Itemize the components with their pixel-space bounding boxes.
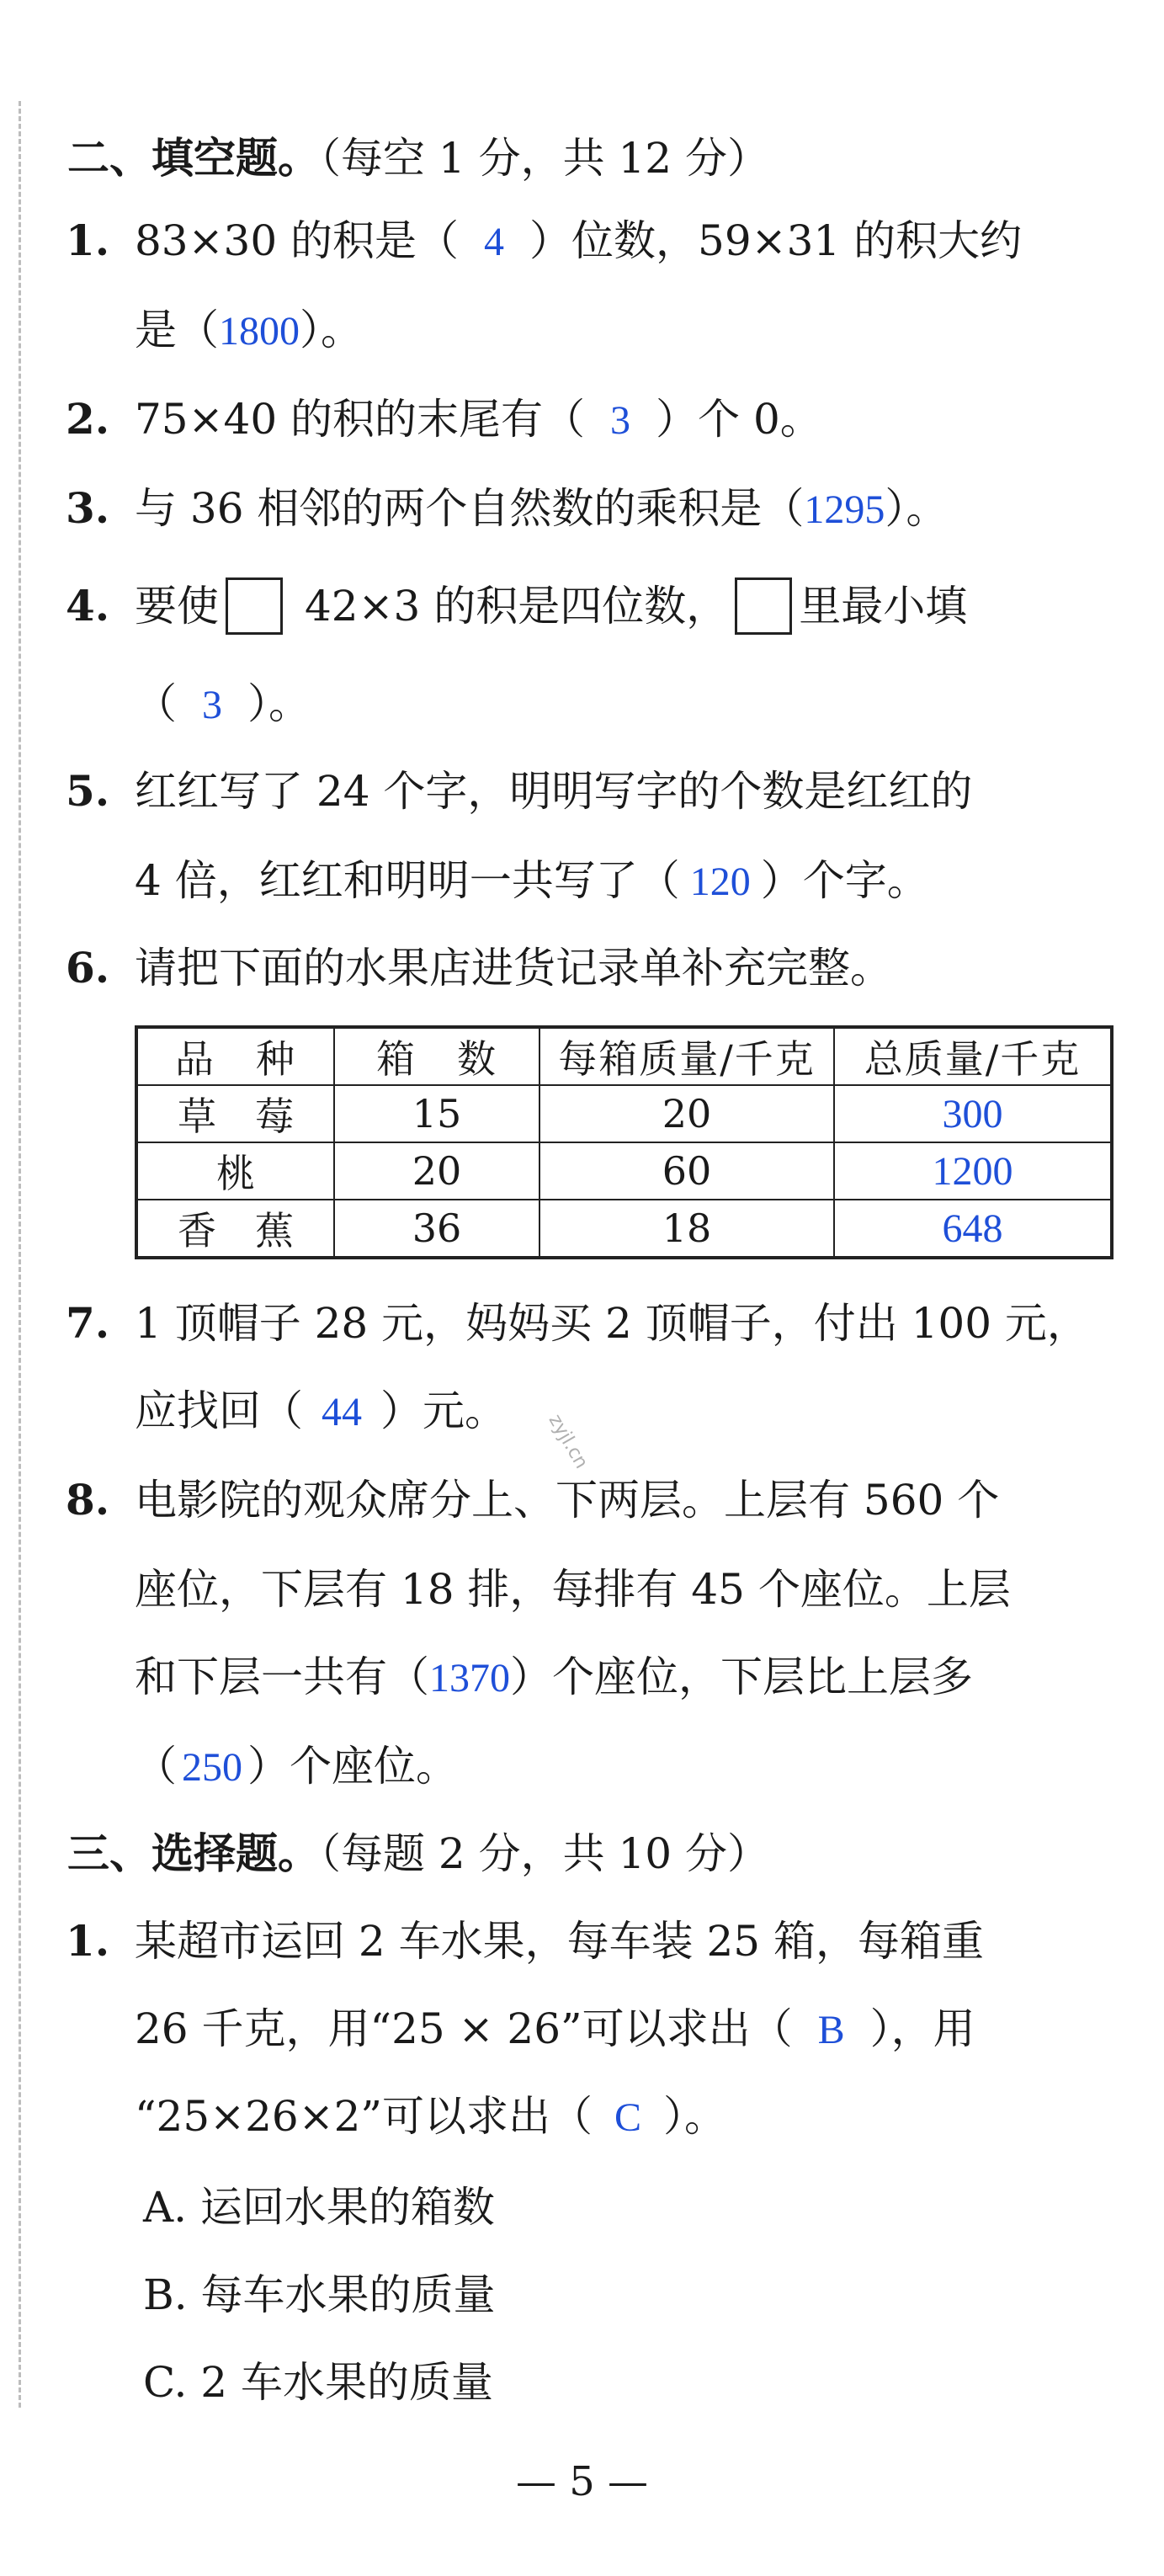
fruit-name: 香 蕉 [136, 1200, 334, 1258]
blank-box [735, 577, 792, 635]
answer: 250 [182, 1745, 242, 1790]
box-count: 20 [334, 1142, 539, 1200]
column-header: 总质量/千克 [834, 1027, 1112, 1085]
section-3-note: （每题 2 分，共 10 分） [320, 1829, 770, 1878]
question-1-line-2: 是（1800）。 [135, 306, 363, 354]
answer: C [614, 2095, 641, 2140]
question-number: 2. [66, 394, 110, 444]
question-8-line-4: （ 250 ）个座位。 [135, 1742, 458, 1791]
table-row [136, 1142, 1112, 1200]
answer: 1295 [804, 487, 885, 532]
choice-question-1-line-3: “25×26×2”可以求出（ C ）。 [135, 2092, 726, 2141]
fruit-name: 草 莓 [136, 1085, 334, 1142]
choice-question-1 [0, 1911, 1164, 1972]
question-text: 某超市运回 2 车水果，每车装 25 箱，每箱重 [135, 1917, 985, 1966]
question-7 [0, 1293, 1164, 1354]
fruit-name: 桃 [136, 1142, 334, 1200]
question-8-line-2: 座位，下层有 18 排，每排有 45 个座位。上层 [135, 1565, 1011, 1614]
question-number: 7. [66, 1298, 110, 1348]
blank-box [226, 577, 283, 635]
per-box-weight: 60 [539, 1142, 834, 1200]
question-text: 与 36 相邻的两个自然数的乘积是（1295）。 [135, 484, 949, 533]
per-box-weight: 18 [539, 1200, 834, 1258]
question-text: 红红写了 24 个字，明明写字的个数是红红的 [135, 767, 973, 816]
table-header-row [136, 1027, 1112, 1085]
question-number: 8. [66, 1475, 110, 1525]
choice-question-1-line-2: 26 千克，用“25 × 26”可以求出（ B ），用 [135, 2004, 975, 2053]
column-header: 品 种 [136, 1027, 334, 1085]
table-row [136, 1200, 1112, 1258]
question-text: 请把下面的水果店进货记录单补充完整。 [135, 944, 892, 993]
question-7-line-2: 应找回（ 44 ）元。 [135, 1386, 507, 1435]
answer: 120 [689, 860, 751, 904]
question-text: 电影院的观众席分上、下两层。上层有 560 个 [135, 1476, 1000, 1525]
total-weight-answer: 648 [834, 1200, 1112, 1258]
answer: 3 [610, 398, 631, 443]
question-1 [0, 210, 1164, 271]
column-header: 每箱质量/千克 [539, 1027, 834, 1085]
answer: B [817, 2008, 845, 2052]
watermark: zyjl.cn [544, 1411, 593, 1472]
question-number: 1. [66, 216, 110, 265]
question-number: 1. [66, 1916, 110, 1966]
answer: 3 [202, 683, 222, 727]
page-number: — 5 — [515, 2458, 649, 2505]
box-count: 15 [334, 1085, 539, 1142]
answer: 4 [484, 220, 505, 264]
question-4-line-2: （ 3 ）。 [135, 679, 311, 728]
section-3-heading [67, 1823, 769, 1884]
option-b: B. 每车水果的质量 [143, 2270, 496, 2319]
section-2-note: （每空 1 分，共 12 分） [320, 134, 770, 183]
column-header: 箱 数 [334, 1027, 539, 1085]
answer: 1800 [219, 309, 300, 354]
total-weight-answer: 1200 [834, 1142, 1112, 1200]
answer: 1370 [429, 1656, 510, 1700]
question-4 [0, 576, 1164, 636]
question-5-line-2: 4 倍，红红和明明一共写了（ 120 ）个字。 [135, 856, 929, 905]
option-a: A. 运回水果的箱数 [143, 2183, 495, 2232]
question-number: 6. [66, 943, 110, 993]
section-2-heading [67, 128, 769, 189]
question-text: 83×30 的积是（ 4 ）位数，59×31 的积大约 [135, 216, 1023, 265]
box-count: 36 [334, 1200, 539, 1258]
question-number: 4. [66, 581, 110, 631]
fruit-record-table [135, 1025, 1114, 1259]
total-weight-answer: 300 [834, 1085, 1112, 1142]
table-row [136, 1085, 1112, 1142]
question-3 [0, 478, 1164, 539]
section-2-title: 二、填空题。 [67, 133, 320, 183]
question-number: 3. [66, 483, 110, 533]
question-text: 75×40 的积的末尾有（ 3 ）个 0。 [135, 395, 822, 444]
question-8 [0, 1470, 1164, 1530]
question-2 [0, 389, 1164, 450]
option-c: C. 2 车水果的质量 [143, 2358, 493, 2407]
question-6 [0, 938, 1164, 998]
question-number: 5. [66, 766, 110, 816]
section-3-title: 三、选择题。 [67, 1828, 320, 1878]
question-5 [0, 761, 1164, 822]
question-text: 1 顶帽子 28 元，妈妈买 2 顶帽子，付出 100 元， [135, 1299, 1089, 1348]
answer: 44 [322, 1390, 362, 1434]
per-box-weight: 20 [539, 1085, 834, 1142]
question-text: 要使 42×3 的积是四位数， 里最小填 [135, 576, 967, 638]
question-8-line-3: 和下层一共有（1370）个座位，下层比上层多 [135, 1653, 973, 1701]
